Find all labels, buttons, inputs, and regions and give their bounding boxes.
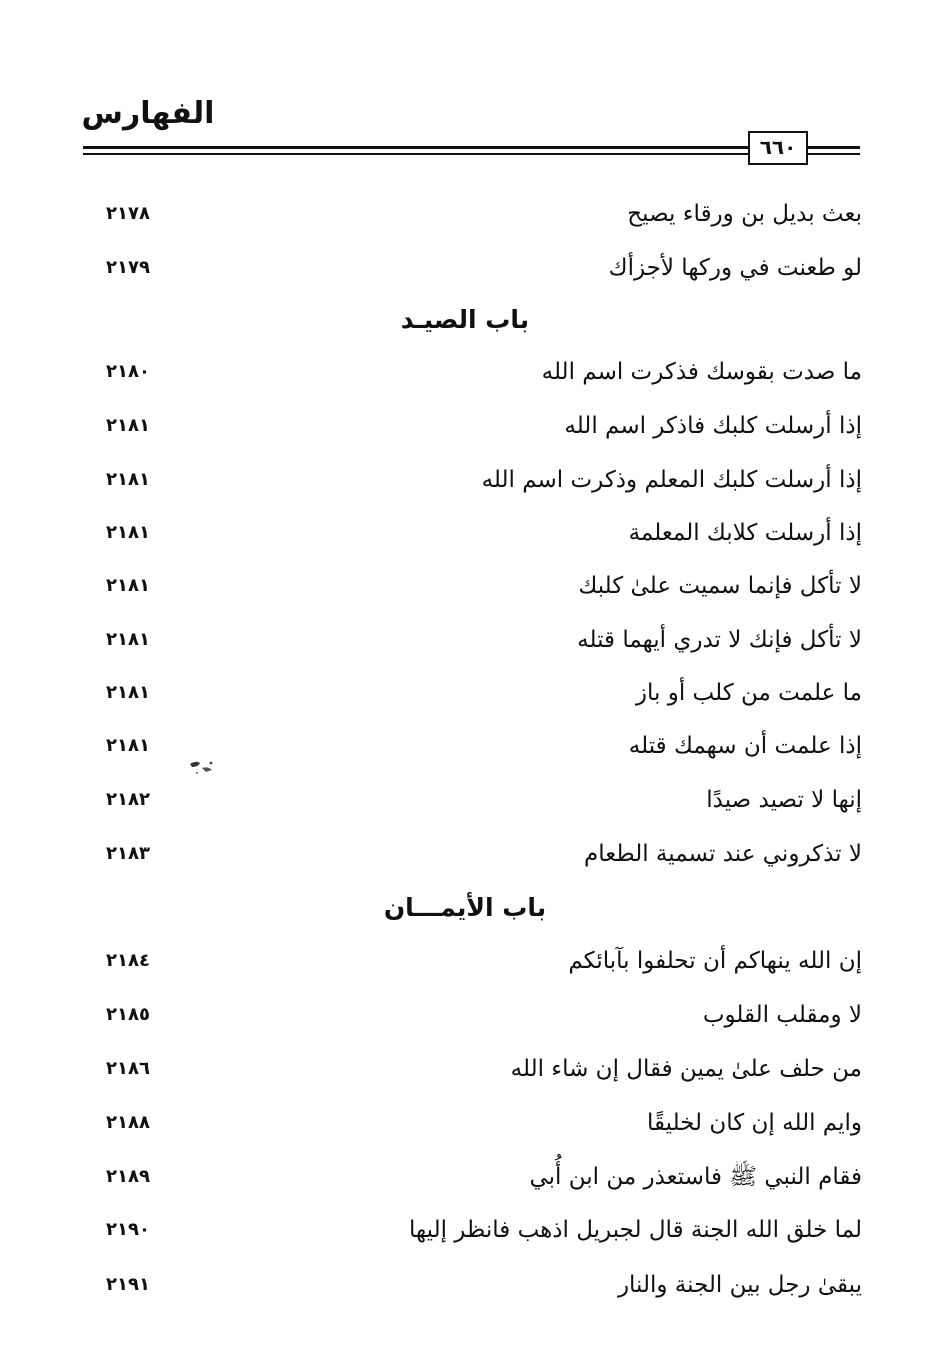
index-entry [100, 780, 862, 820]
section-heading-hunting: باب الصيـد [400, 305, 530, 334]
index-entry [100, 248, 862, 288]
index-entry [100, 834, 862, 874]
entry-ref-number: ٢١٨٤ [106, 950, 150, 971]
entry-ref-number: ٢١٨٩ [106, 1166, 150, 1187]
entry-text: إذا أرسلت كلبك المعلم وذكرت اسم الله [481, 467, 862, 493]
entry-ref-number: ٢١٩١ [106, 1274, 150, 1295]
entry-text: لا تأكل فإنك لا تدري أيهما قتله [577, 627, 862, 653]
entry-ref-number: ٢١٨١ [106, 522, 150, 543]
entry-ref-number: ٢١٧٨ [106, 203, 150, 224]
entry-text: يبقىٰ رجل بين الجنة والنار [617, 1272, 862, 1298]
entry-text: ما صدت بقوسك فذكرت اسم الله [541, 359, 862, 385]
entry-text: إذا أرسلت كلابك المعلمة [628, 520, 862, 546]
entry-text: إن الله ينهاكم أن تحلفوا بآبائكم [568, 948, 862, 974]
section-heading-oaths: باب الأيمـــان [383, 893, 547, 922]
index-entry [100, 566, 862, 606]
entry-text: لا ومقلب القلوب [702, 1002, 862, 1028]
entry-ref-number: ٢١٨١ [106, 682, 150, 703]
entry-text: لا تذكروني عند تسمية الطعام [584, 841, 862, 867]
entry-text: إذا أرسلت كلبك فاذكر اسم الله [564, 413, 862, 439]
index-entry [100, 406, 862, 446]
entry-text: إنها لا تصيد صيدًا [706, 787, 862, 813]
entry-ref-number: ٢١٨٣ [106, 843, 150, 864]
index-entry [100, 995, 862, 1035]
index-entry [100, 513, 862, 553]
entry-ref-number: ٢١٨٠ [106, 361, 150, 382]
index-entry [100, 194, 862, 234]
entry-ref-number: ٢١٨١ [106, 629, 150, 650]
entry-ref-number: ٢١٩٠ [106, 1219, 150, 1240]
index-entry [100, 1157, 862, 1197]
entry-ref-number: ٢١٨٥ [106, 1004, 150, 1025]
header-rule-thin [83, 153, 860, 155]
entry-ref-number: ٢١٨٢ [106, 789, 150, 810]
entry-ref-number: ٢١٨١ [106, 735, 150, 756]
index-entry [100, 1210, 862, 1250]
page-number: ٦٦٠ [748, 131, 808, 165]
entry-ref-number: ٢١٨٦ [106, 1058, 150, 1079]
index-entry [100, 1103, 862, 1143]
running-header-title: الفهارس [81, 96, 215, 131]
entry-ref-number: ٢١٨١ [106, 575, 150, 596]
entry-text: لا تأكل فإنما سميت علىٰ كلبك [578, 573, 862, 599]
entry-text: بعث بديل بن ورقاء يصيح [627, 201, 862, 227]
entry-ref-number: ٢١٨١ [106, 415, 150, 436]
index-entry [100, 620, 862, 660]
index-entry [100, 1265, 862, 1305]
entry-text: من حلف علىٰ يمين فقال إن شاء الله [510, 1056, 862, 1082]
entry-text: وايم الله إن كان لخليقًا [647, 1110, 862, 1136]
entry-text: فقام النبي ﷺ فاستعذر من ابن أُبي [529, 1164, 862, 1190]
header-rule-thick [83, 146, 860, 149]
index-entry [100, 460, 862, 500]
entry-ref-number: ٢١٨١ [106, 469, 150, 490]
index-entry [100, 673, 862, 713]
index-entry [100, 941, 862, 981]
index-entry [100, 352, 862, 392]
entry-ref-number: ٢١٧٩ [106, 257, 150, 278]
scan-speck-mark [186, 754, 220, 780]
entry-text: لو طعنت في وركها لأجزأك [608, 255, 862, 281]
entry-ref-number: ٢١٨٨ [106, 1112, 150, 1133]
index-entry [100, 1049, 862, 1089]
entry-text: ما علمت من كلب أو باز [635, 680, 862, 706]
entry-text: لما خلق الله الجنة قال لجبريل اذهب فانظر إليها [409, 1217, 862, 1243]
entry-text: إذا علمت أن سهمك قتله [628, 733, 862, 759]
